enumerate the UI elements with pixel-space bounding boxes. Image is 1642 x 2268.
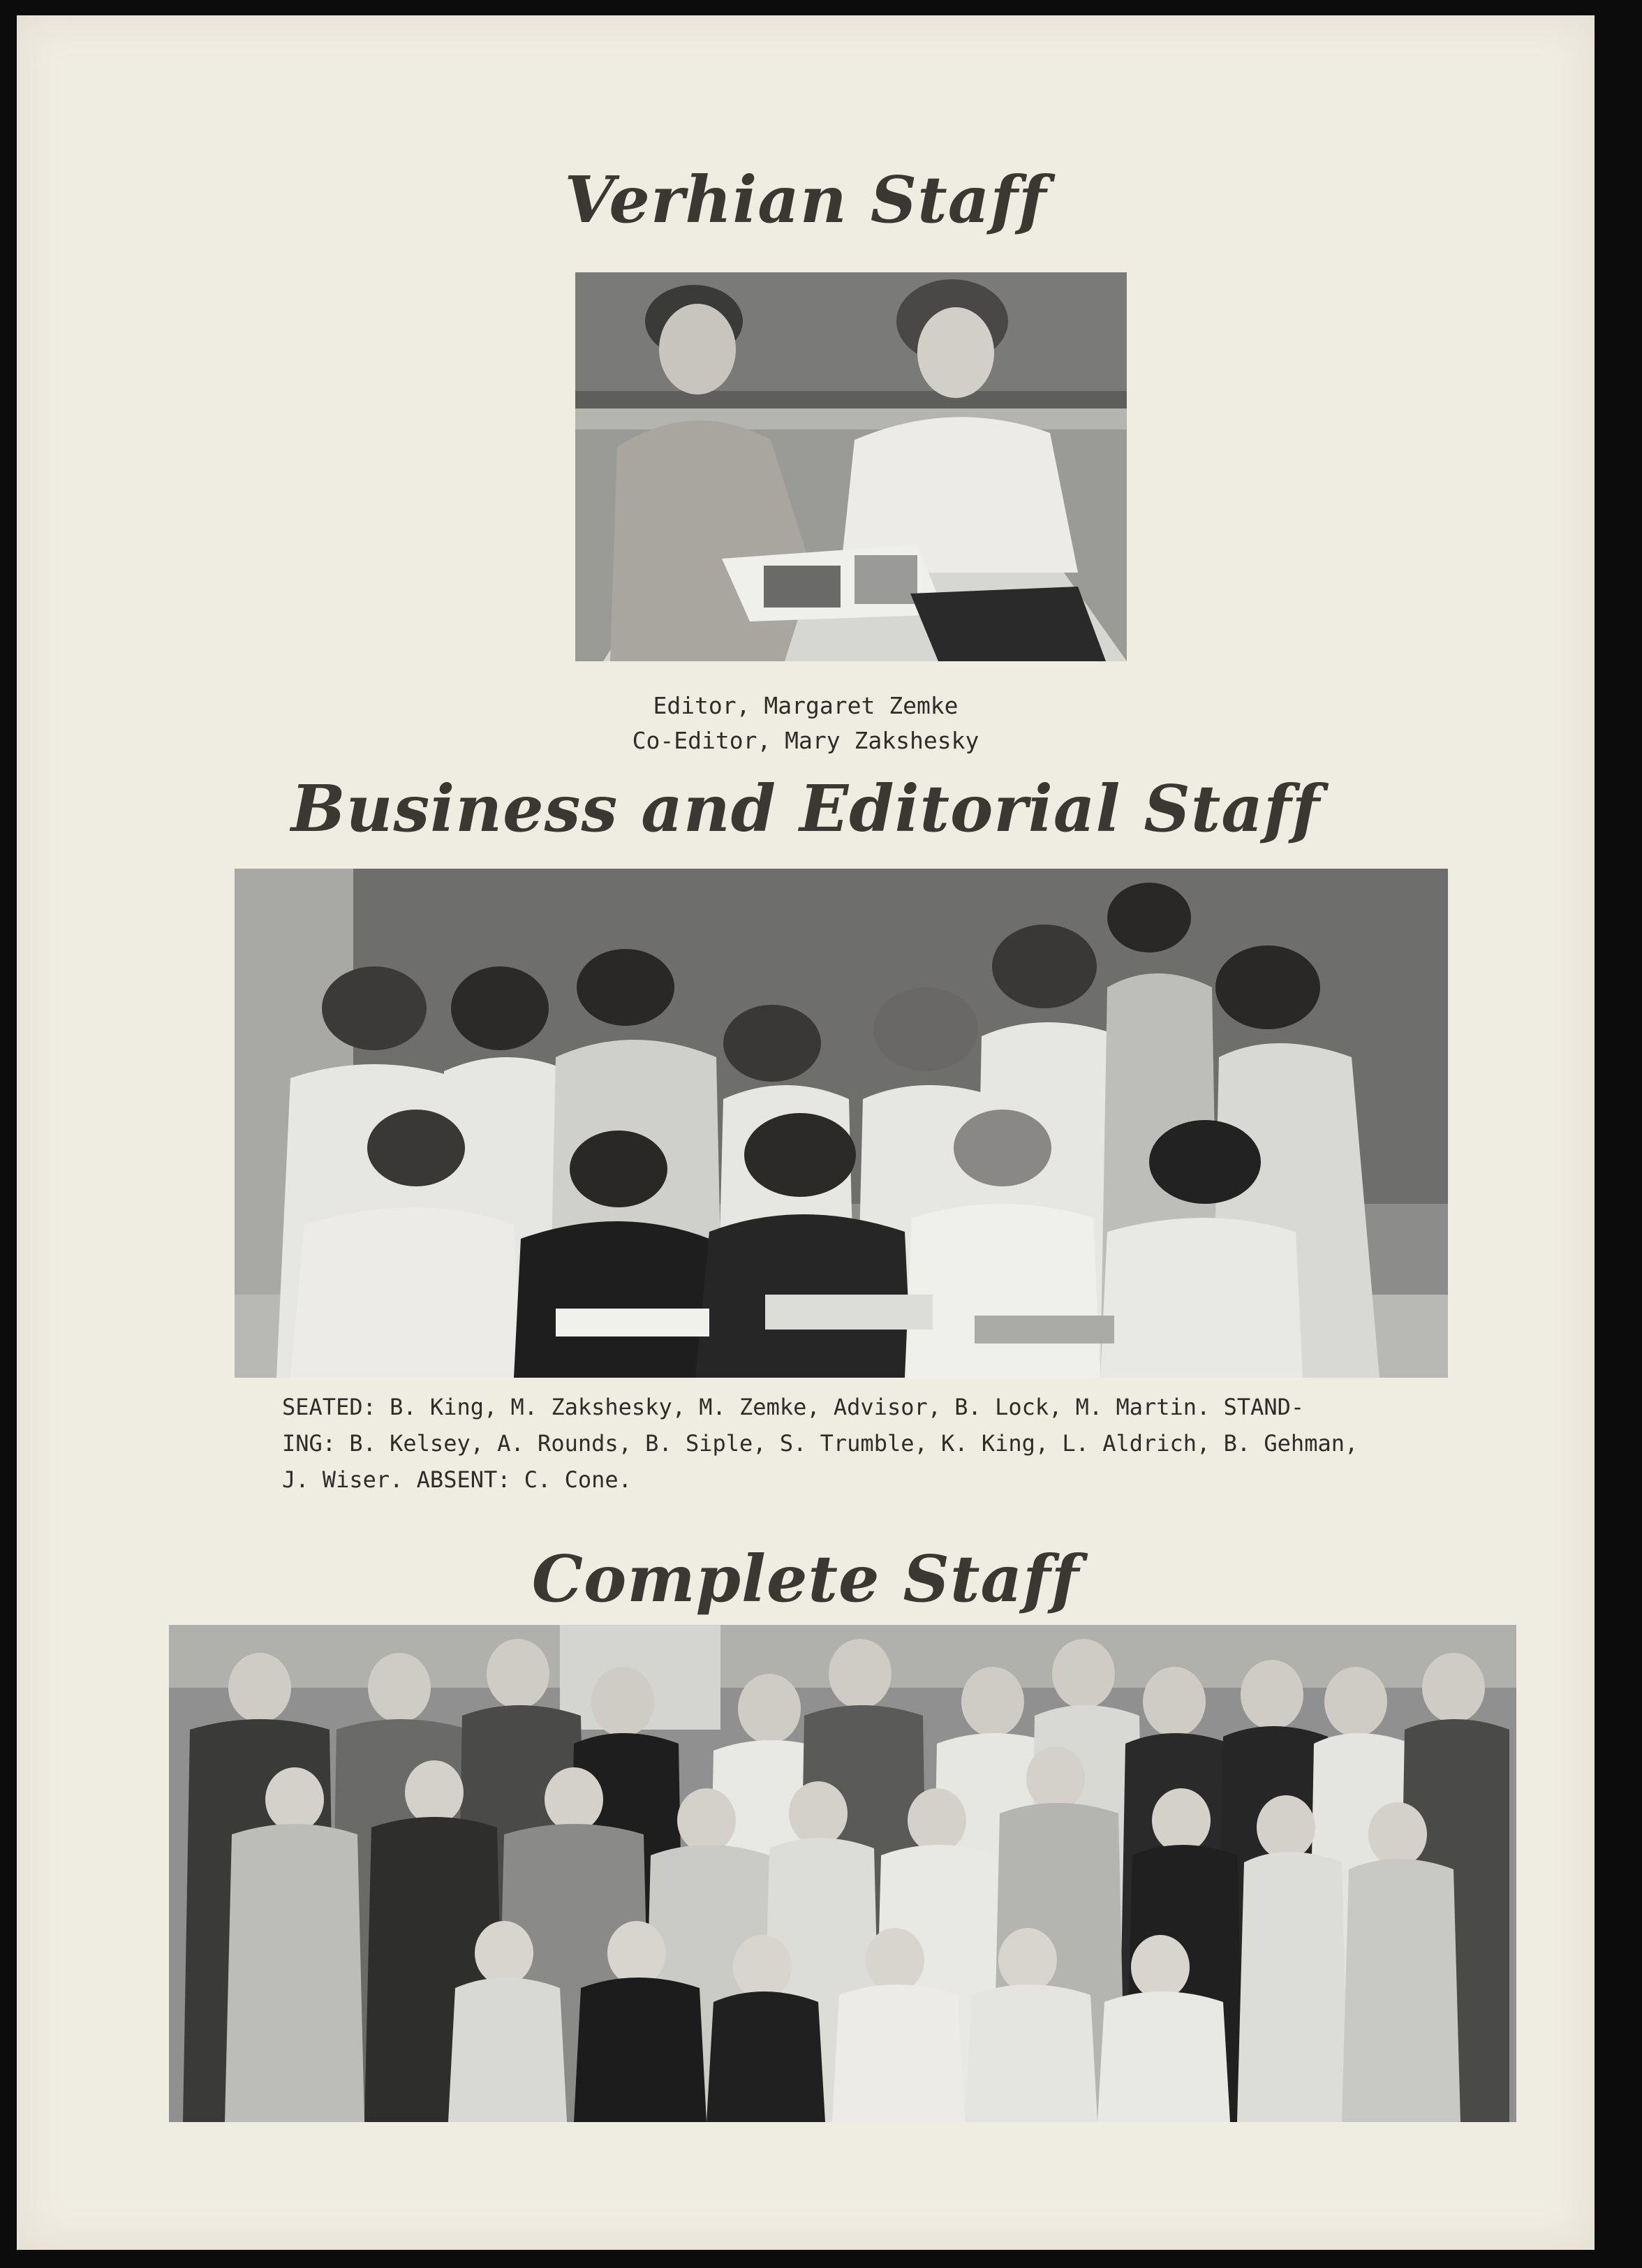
co-editor-credit: Co-Editor, Mary Zakshesky [632,727,979,754]
caption-line: ING: B. Kelsey, A. Rounds, B. Siple, S. Trumble, K. King, L. Aldrich, B. Gehman, [282,1430,1359,1457]
complete-staff-photo [169,1625,1516,2122]
verhian-staff-heading: Verhian Staff [564,162,1047,237]
verhian-credits [17,688,1595,758]
business-editorial-caption [282,1389,1427,1498]
verhian-staff-photo [575,272,1127,661]
complete-staff-heading: Complete Staff [531,1541,1080,1617]
yearbook-page [17,15,1595,2250]
editor-credit: Editor, Margaret Zemke [653,692,959,719]
caption-line: J. Wiser. ABSENT: C. Cone. [282,1466,632,1493]
business-editorial-heading: Business and Editorial Staff [290,771,1321,846]
caption-line: SEATED: B. King, M. Zakshesky, M. Zemke, Advisor, B. Lock, M. Martin. STAND- [282,1394,1305,1420]
business-editorial-photo [235,869,1448,1378]
